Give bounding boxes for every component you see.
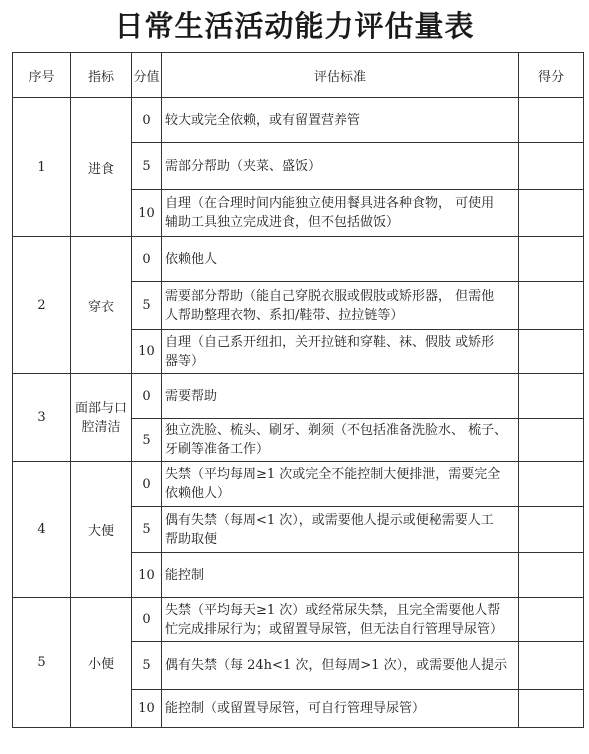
item-number: 2 (13, 237, 71, 374)
criteria-text: 需部分帮助（夹菜、盛饭） (162, 143, 519, 190)
score-value: 5 (132, 143, 162, 190)
criteria-text: 偶有失禁（每 24h<1 次，但每周>1 次），或需要他人提示 (162, 642, 519, 690)
criteria-text: 能控制 (162, 553, 519, 598)
score-field[interactable] (519, 237, 584, 282)
criteria-text: 独立洗脸、梳头、刷牙、剃须（不包括准备洗脸水、 梳子、 牙刷等准备工作） (162, 419, 519, 462)
table-row (13, 598, 584, 642)
table-row (13, 237, 584, 282)
criteria-text: 自理（在合理时间内能独立使用餐具进各种食物， 可使用 辅助工具独立完成进食，但不包括做饭） (162, 190, 519, 237)
item-indicator: 穿衣 (71, 237, 132, 374)
score-value: 10 (132, 190, 162, 237)
criteria-text: 能控制（或留置导尿管，可自行管理导尿管） (162, 690, 519, 728)
table-row (13, 462, 584, 507)
item-number: 4 (13, 462, 71, 598)
score-field[interactable] (519, 553, 584, 598)
item-number: 3 (13, 374, 71, 462)
table-row (13, 98, 584, 143)
criteria-text: 偶有失禁（每周<1 次），或需要他人提示或便秘需要人工 帮助取便 (162, 507, 519, 553)
score-value: 10 (132, 690, 162, 728)
criteria-text: 自理（自己系开纽扣，关开拉链和穿鞋、袜、假肢 或矫形 器等） (162, 330, 519, 374)
page-title: 日常生活活动能力评估量表 (114, 9, 475, 43)
score-value: 10 (132, 330, 162, 374)
score-value: 5 (132, 282, 162, 330)
header-row (13, 53, 584, 98)
header-score: 分值 (132, 53, 162, 98)
assessment-table (12, 52, 584, 728)
score-value: 10 (132, 553, 162, 598)
item-number: 1 (13, 98, 71, 237)
score-field[interactable] (519, 282, 584, 330)
item-indicator: 面部与口 腔清洁 (71, 374, 132, 462)
score-value: 0 (132, 374, 162, 419)
score-field[interactable] (519, 690, 584, 728)
score-field[interactable] (519, 507, 584, 553)
score-field[interactable] (519, 462, 584, 507)
item-indicator: 大便 (71, 462, 132, 598)
score-field[interactable] (519, 374, 584, 419)
score-field[interactable] (519, 419, 584, 462)
item-number: 5 (13, 598, 71, 728)
score-field[interactable] (519, 598, 584, 642)
score-value: 0 (132, 237, 162, 282)
score-value: 5 (132, 642, 162, 690)
criteria-text: 需要部分帮助（能自己穿脱衣服或假肢或矫形器， 但需他 人帮助整理衣物、系扣/鞋带、拉拉链等） (162, 282, 519, 330)
header-result: 得分 (519, 53, 584, 98)
score-value: 0 (132, 598, 162, 642)
score-field[interactable] (519, 98, 584, 143)
criteria-text: 失禁（平均每天≥1 次）或经常尿失禁，且完全需要他人帮 忙完成排尿行为；或留置导尿管，但无法自行管理导尿管） (162, 598, 519, 642)
criteria-text: 失禁（平均每周≥1 次或完全不能控制大便排泄，需要完全 依赖他人） (162, 462, 519, 507)
score-value: 5 (132, 507, 162, 553)
score-value: 5 (132, 419, 162, 462)
header-criteria: 评估标准 (162, 53, 519, 98)
header-indicator: 指标 (71, 53, 132, 98)
score-field[interactable] (519, 642, 584, 690)
score-field[interactable] (519, 190, 584, 237)
item-indicator: 小便 (71, 598, 132, 728)
score-field[interactable] (519, 143, 584, 190)
criteria-text: 需要帮助 (162, 374, 519, 419)
score-field[interactable] (519, 330, 584, 374)
header-no: 序号 (13, 53, 71, 98)
criteria-text: 依赖他人 (162, 237, 519, 282)
criteria-text: 较大或完全依赖，或有留置营养管 (162, 98, 519, 143)
item-indicator: 进食 (71, 98, 132, 237)
score-value: 0 (132, 98, 162, 143)
score-value: 0 (132, 462, 162, 507)
table-row (13, 374, 584, 419)
